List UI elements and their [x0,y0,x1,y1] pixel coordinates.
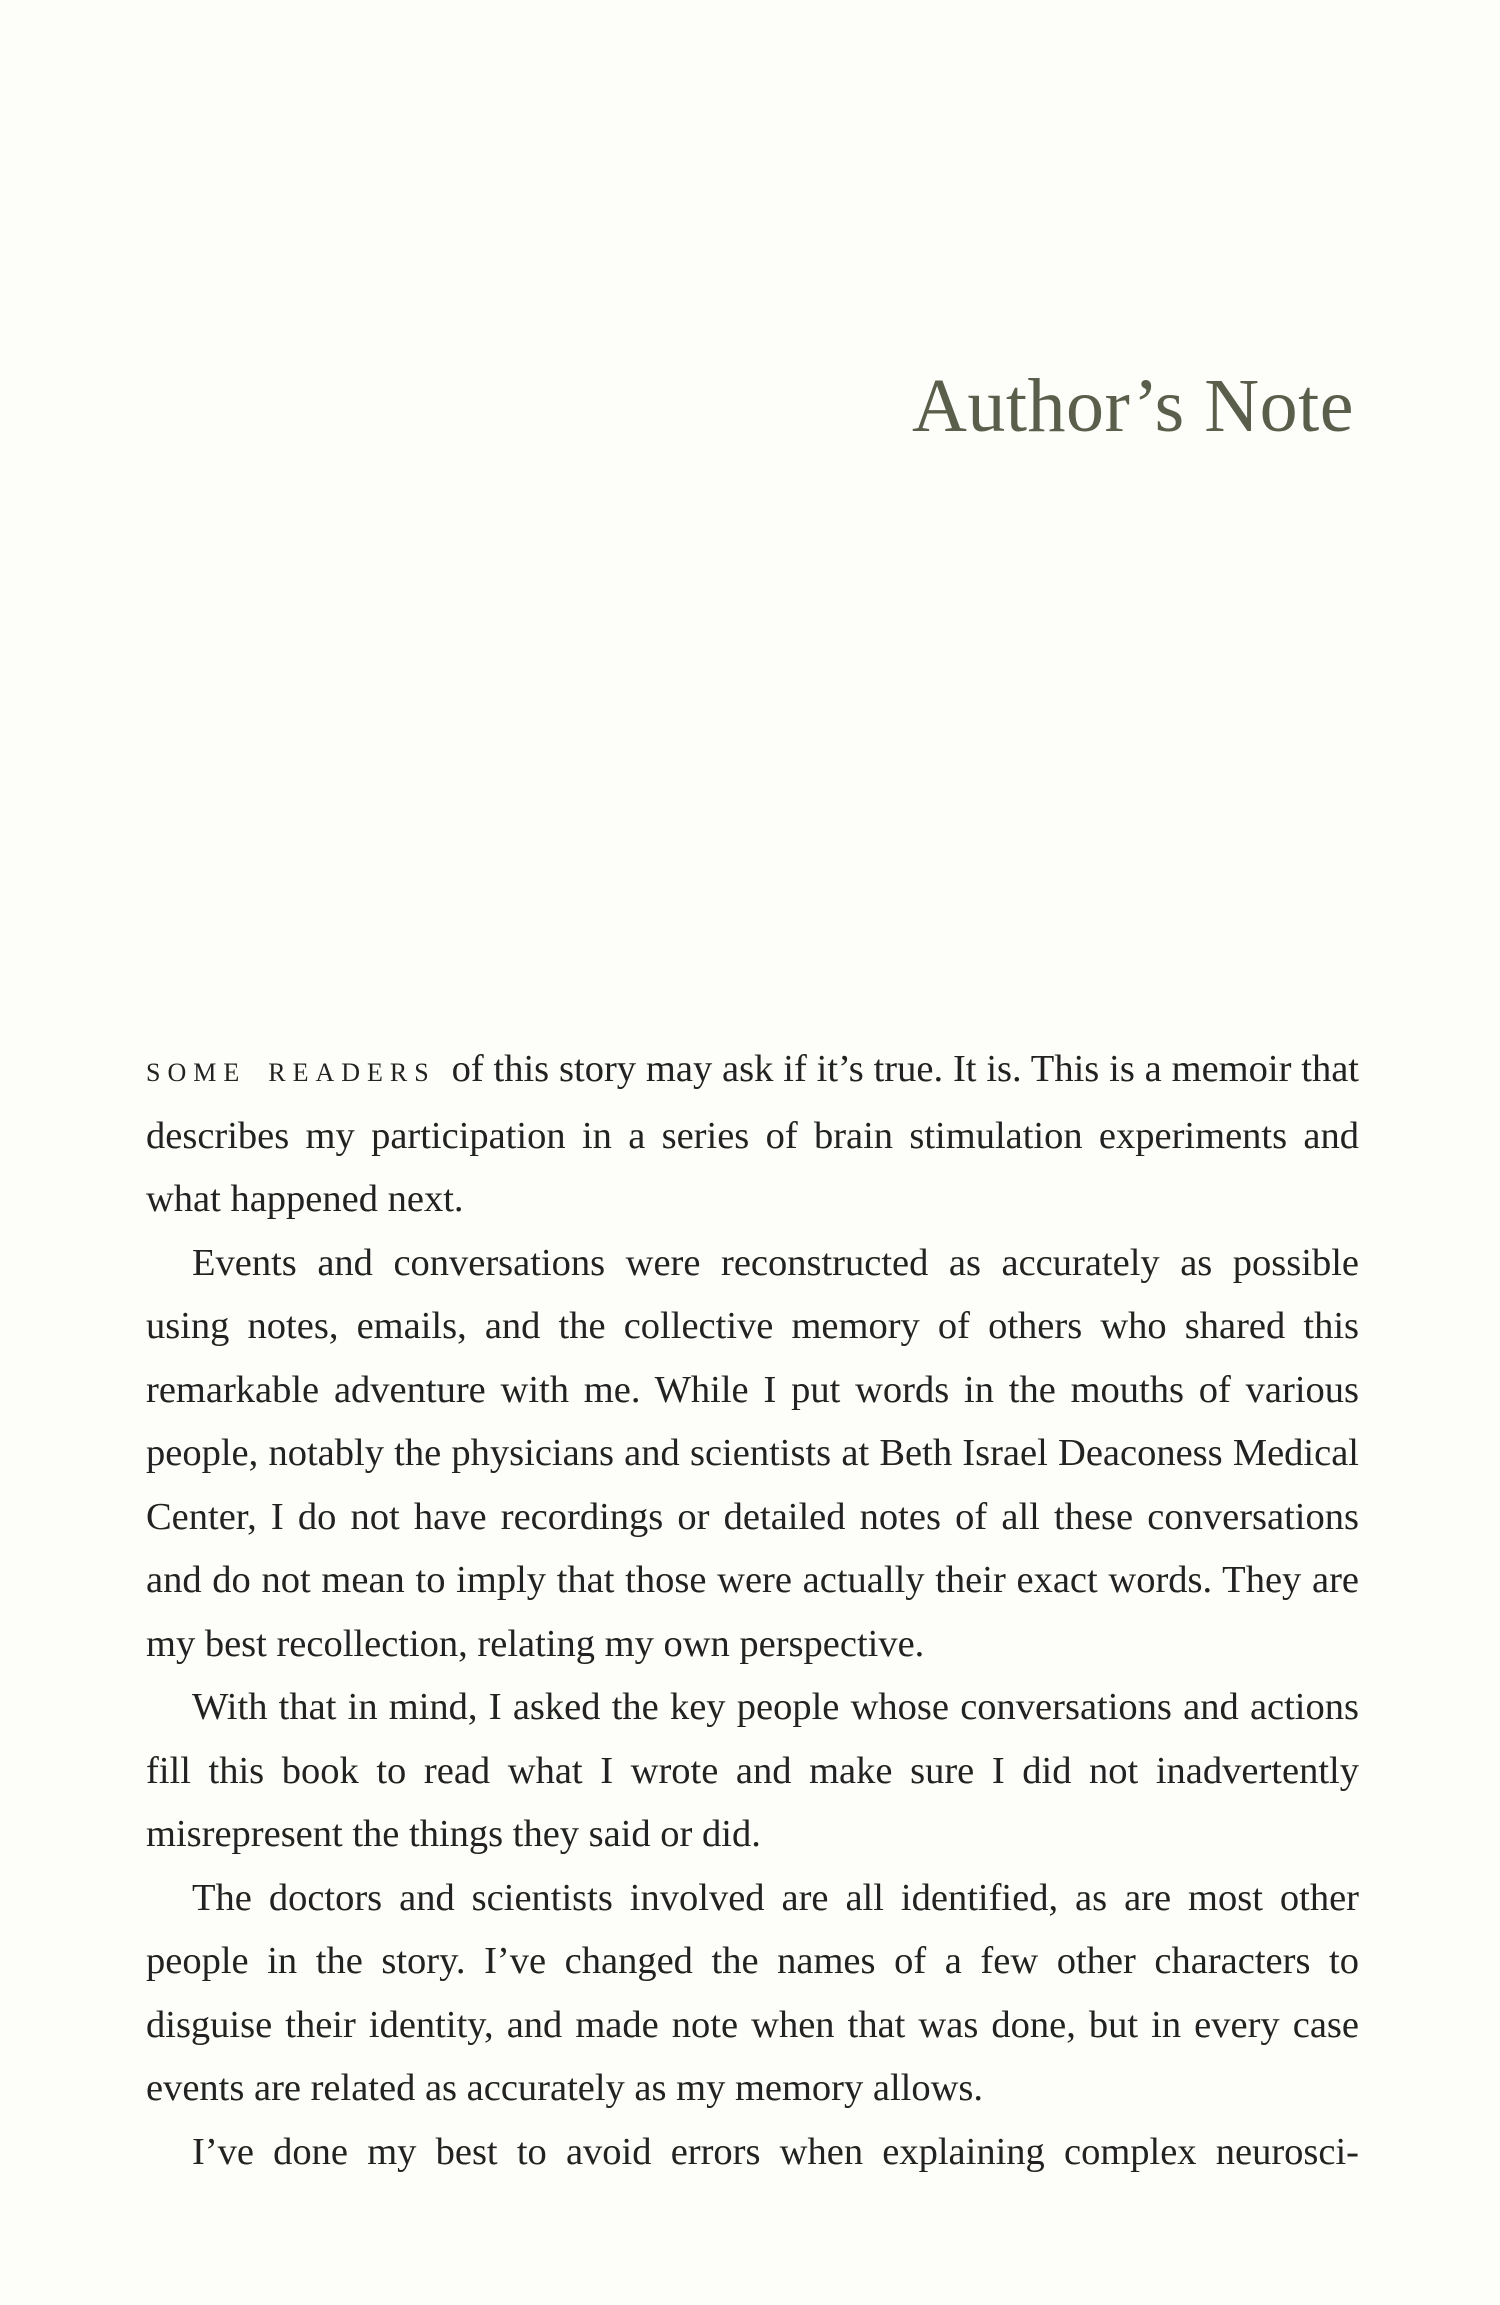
paragraph-5: I’ve done my best to avoid errors when explaining complex neurosci- [192,2130,1359,2173]
body-text [146,1038,1359,2184]
paragraph-2: Events and conversations were reconstructed as accurately as possible using notes, emails, and the collective memory of others who shared this remarkable adventure with me. While I put words in the mouths of various people, notably the physicians and scientists at Beth Israel Deaconess Medical Center, I do not have recordings or detailed notes of all these conversations and do not mean to imply that those were actually their exact words. They are my best recollection, relating my own perspective. [146,1241,1359,1665]
paragraph-3: With that in mind, I asked the key people whose conversations and actions fill this book to read what I wrote and make sure I did not inadvertently misrepresent the things they said or did. [146,1686,1359,1855]
paragraph-4: The doctors and scientists involved are all identified, as are most other people in the story. I’ve changed the names of a few other characters to disguise their identity, and made note when that was done, but in every case events are related as accurately as my memory allows. [146,1876,1359,2109]
chapter-title: Author’s Note [911,364,1354,448]
opening-small-caps [146,1058,436,1087]
opening-text: of this story may ask if it’s true. It is. This is a memoir that describes my participation in a series of brain stimulation experiments and what happened next. [146,1048,1359,1220]
opening-word-2: READERS [268,1058,436,1087]
paragraph-1 [146,1038,1359,1232]
opening-word-1: SOME [146,1058,247,1087]
